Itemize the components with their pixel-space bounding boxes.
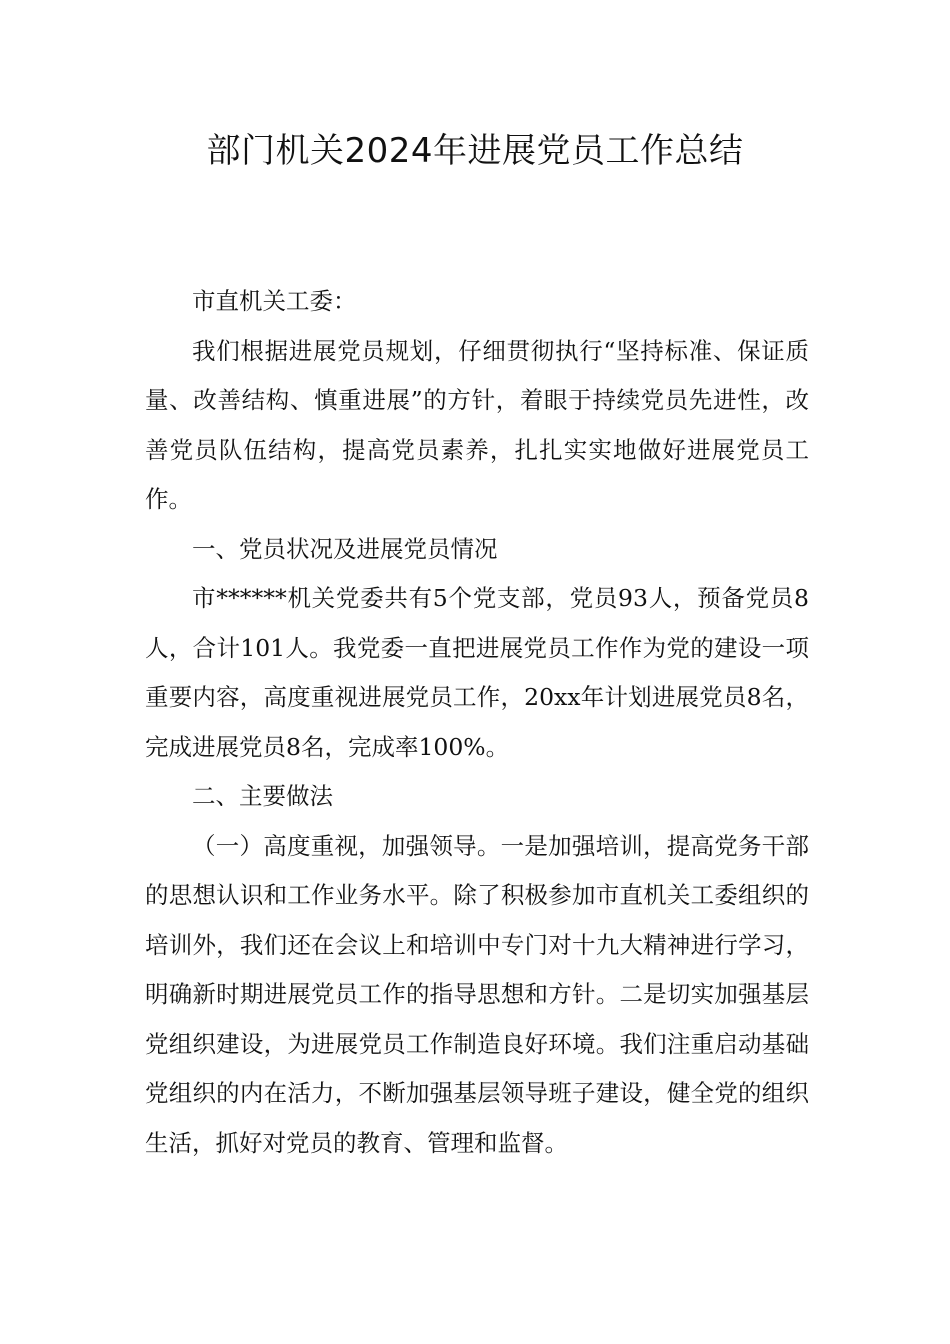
practice-paragraph: （一）高度重视，加强领导。一是加强培训，提高党务干部的思想认识和工作业务水平。除了积极参加市直机关工委组织的培训外，我们还在会议上和培训中专门对十九大精神进行学习，明确新时期进展党员工作的指导思想和方针。二是切实加强基层党组织建设，为进展党员工作制造良好环境。我们注重启动基础党组织的内在活力，不断加强基层领导班子建设，健全党的组织生活，抓好对党员的教育、管理和监督。 [145, 831, 809, 1157]
section-heading-2: 二、主要做法 [192, 782, 333, 810]
document-body [145, 277, 809, 1168]
document-title: 部门机关2024年进展党员工作总结 [206, 131, 744, 171]
intro-paragraph: 我们根据进展党员规划，仔细贯彻执行“坚持标准、保证质量、改善结构、慎重进展”的方针，着眼于持续党员先进性，改善党员队伍结构，提高党员素养，扎扎实实地做好进展党员工作。 [145, 336, 809, 513]
salutation: 市直机关工委： [192, 287, 357, 315]
membership-paragraph: 市******机关党委共有5个党支部，党员93人，预备党员8人，合计101人。我党委一直把进展党员工作作为党的建设一项重要内容，高度重视进展党员工作，20xx年计划进展党员8名，完成进展党员8名，完成率100%。 [145, 584, 809, 761]
section-heading-1: 一、党员状况及进展党员情况 [192, 534, 498, 563]
